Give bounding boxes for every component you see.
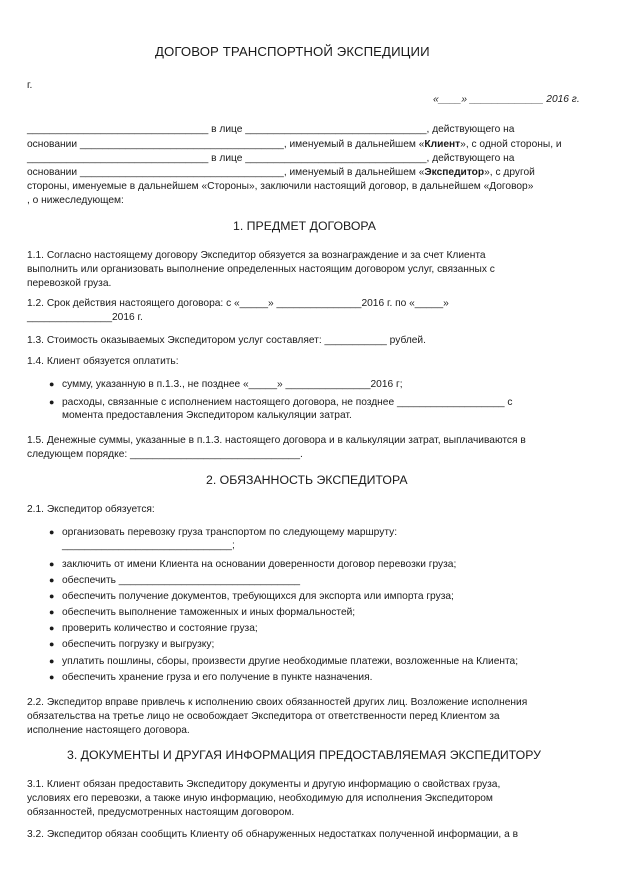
preamble-line: основании ____________________________________, именуемый в дальнейшем «Клиент», с одной стороны, и (27, 139, 562, 150)
list-item: момента предоставления Экспедитором калькуляции затрат. (62, 410, 352, 421)
clause-1-3: 1.3. Стоимость оказываемых Экспедитором услуг составляет: ___________ рублей. (27, 335, 426, 346)
preamble-line: , о нижеследующем: (27, 195, 124, 206)
clause-2-2: исполнение настоящего договора. (27, 725, 190, 736)
clause-3-1: 3.1. Клиент обязан предоставить Экспедитору документы и другую информацию о свойствах груза, (27, 779, 501, 790)
preamble-line: основании ____________________________________, именуемый в дальнейшем «Экспедитор», с другой (27, 167, 535, 178)
clause-1-2: 1.2. Срок действия настоящего договора: с «_____» _______________2016 г. по «_____» (27, 298, 449, 309)
list-item: расходы, связанные с исполнением настоящего договора, не позднее ___________________ с (62, 397, 513, 408)
list-item: сумму, указанную в п.1.3., не позднее «_____» _______________2016 г; (62, 379, 403, 390)
clause-2-2: 2.2. Экспедитор вправе привлечь к исполнению своих обязанностей других лиц. Возложение исполнения (27, 697, 528, 708)
bullet-icon: ● (49, 672, 55, 682)
bullet-icon: ● (49, 575, 55, 585)
section-2-heading: 2. ОБЯЗАННОСТЬ ЭКСПЕДИТОРА (206, 473, 408, 487)
client-term: Клиент (424, 139, 461, 150)
clause-2-2: обязательства на третье лицо не освобождает Экспедитора от ответственности перед Клиентом за (27, 711, 500, 722)
bullet-icon: ● (49, 591, 55, 601)
clause-3-1: обязанностей, предусмотренных настоящим договором. (27, 807, 295, 818)
bullet-icon: ● (49, 559, 55, 569)
list-item: обеспечить хранение груза и его получение в пункте назначения. (62, 672, 373, 683)
clause-1-1: выполнить или организовать выполнение определенных настоящим договором услуг, связанных с (27, 264, 495, 275)
clause-1-1: 1.1. Согласно настоящему договору Экспедитор обязуется за вознаграждение и за счет Клиента (27, 250, 486, 261)
list-item: заключить от имени Клиента на основании доверенности договор перевозки груза; (62, 559, 457, 570)
section-1-heading: 1. ПРЕДМЕТ ДОГОВОРА (233, 219, 376, 233)
list-item: уплатить пошлины, сборы, произвести другие необходимые платежи, возложенные на Клиента; (62, 656, 519, 667)
list-item: обеспечить погрузку и выгрузку; (62, 639, 215, 650)
list-item: обеспечить выполнение таможенных и иных формальностей; (62, 607, 356, 618)
list-item: обеспечить ________________________________ (62, 575, 301, 586)
clause-1-2: _______________2016 г. (27, 312, 143, 323)
bullet-icon: ● (49, 623, 55, 633)
list-item: обеспечить получение документов, требующихся для экспорта или импорта груза; (62, 591, 454, 602)
contract-date: «____» _____________ 2016 г. (433, 94, 580, 105)
clause-2-1: 2.1. Экспедитор обязуется: (27, 504, 155, 515)
list-item: ______________________________; (62, 540, 235, 551)
preamble-line: стороны, именуемые в дальнейшем «Стороны», заключили настоящий договор, в дальнейшем «Договор» (27, 181, 534, 192)
bullet-icon: ● (49, 656, 55, 666)
bullet-icon: ● (49, 379, 55, 389)
section-3-heading: 3. ДОКУМЕНТЫ И ДРУГАЯ ИНФОРМАЦИЯ ПРЕДОСТАВЛЯЕМАЯ ЭКСПЕДИТОРУ (67, 748, 541, 762)
clause-3-1: условиях его перевозки, а также иную информацию, необходимую для исполнения Экспедитором (27, 793, 493, 804)
preamble-line: ________________________________ в лице ________________________________, действующего на (27, 153, 515, 164)
bullet-icon: ● (49, 607, 55, 617)
clause-3-2: 3.2. Экспедитор обязан сообщить Клиенту об обнаруженных недостатках полученной информации, а в (27, 829, 518, 840)
list-item: организовать перевозку груза транспортом по следующему маршруту: (62, 527, 398, 538)
document-title: ДОГОВОР ТРАНСПОРТНОЙ ЭКСПЕДИЦИИ (155, 44, 430, 59)
bullet-icon: ● (49, 639, 55, 649)
forwarder-term: Экспедитор (424, 167, 485, 178)
city-label: г. (27, 80, 33, 91)
preamble-line: ________________________________ в лице ________________________________, действующего на (27, 124, 515, 135)
clause-1-4: 1.4. Клиент обязуется оплатить: (27, 356, 179, 367)
bullet-icon: ● (49, 397, 55, 407)
clause-1-5: следующем порядке: ______________________________. (27, 449, 303, 460)
clause-1-5: 1.5. Денежные суммы, указанные в п.1.3. настоящего договора и в калькуляции затрат, выплачиваются в (27, 435, 526, 446)
list-item: проверить количество и состояние груза; (62, 623, 258, 634)
bullet-icon: ● (49, 527, 55, 537)
clause-1-1: перевозкой груза. (27, 278, 112, 289)
